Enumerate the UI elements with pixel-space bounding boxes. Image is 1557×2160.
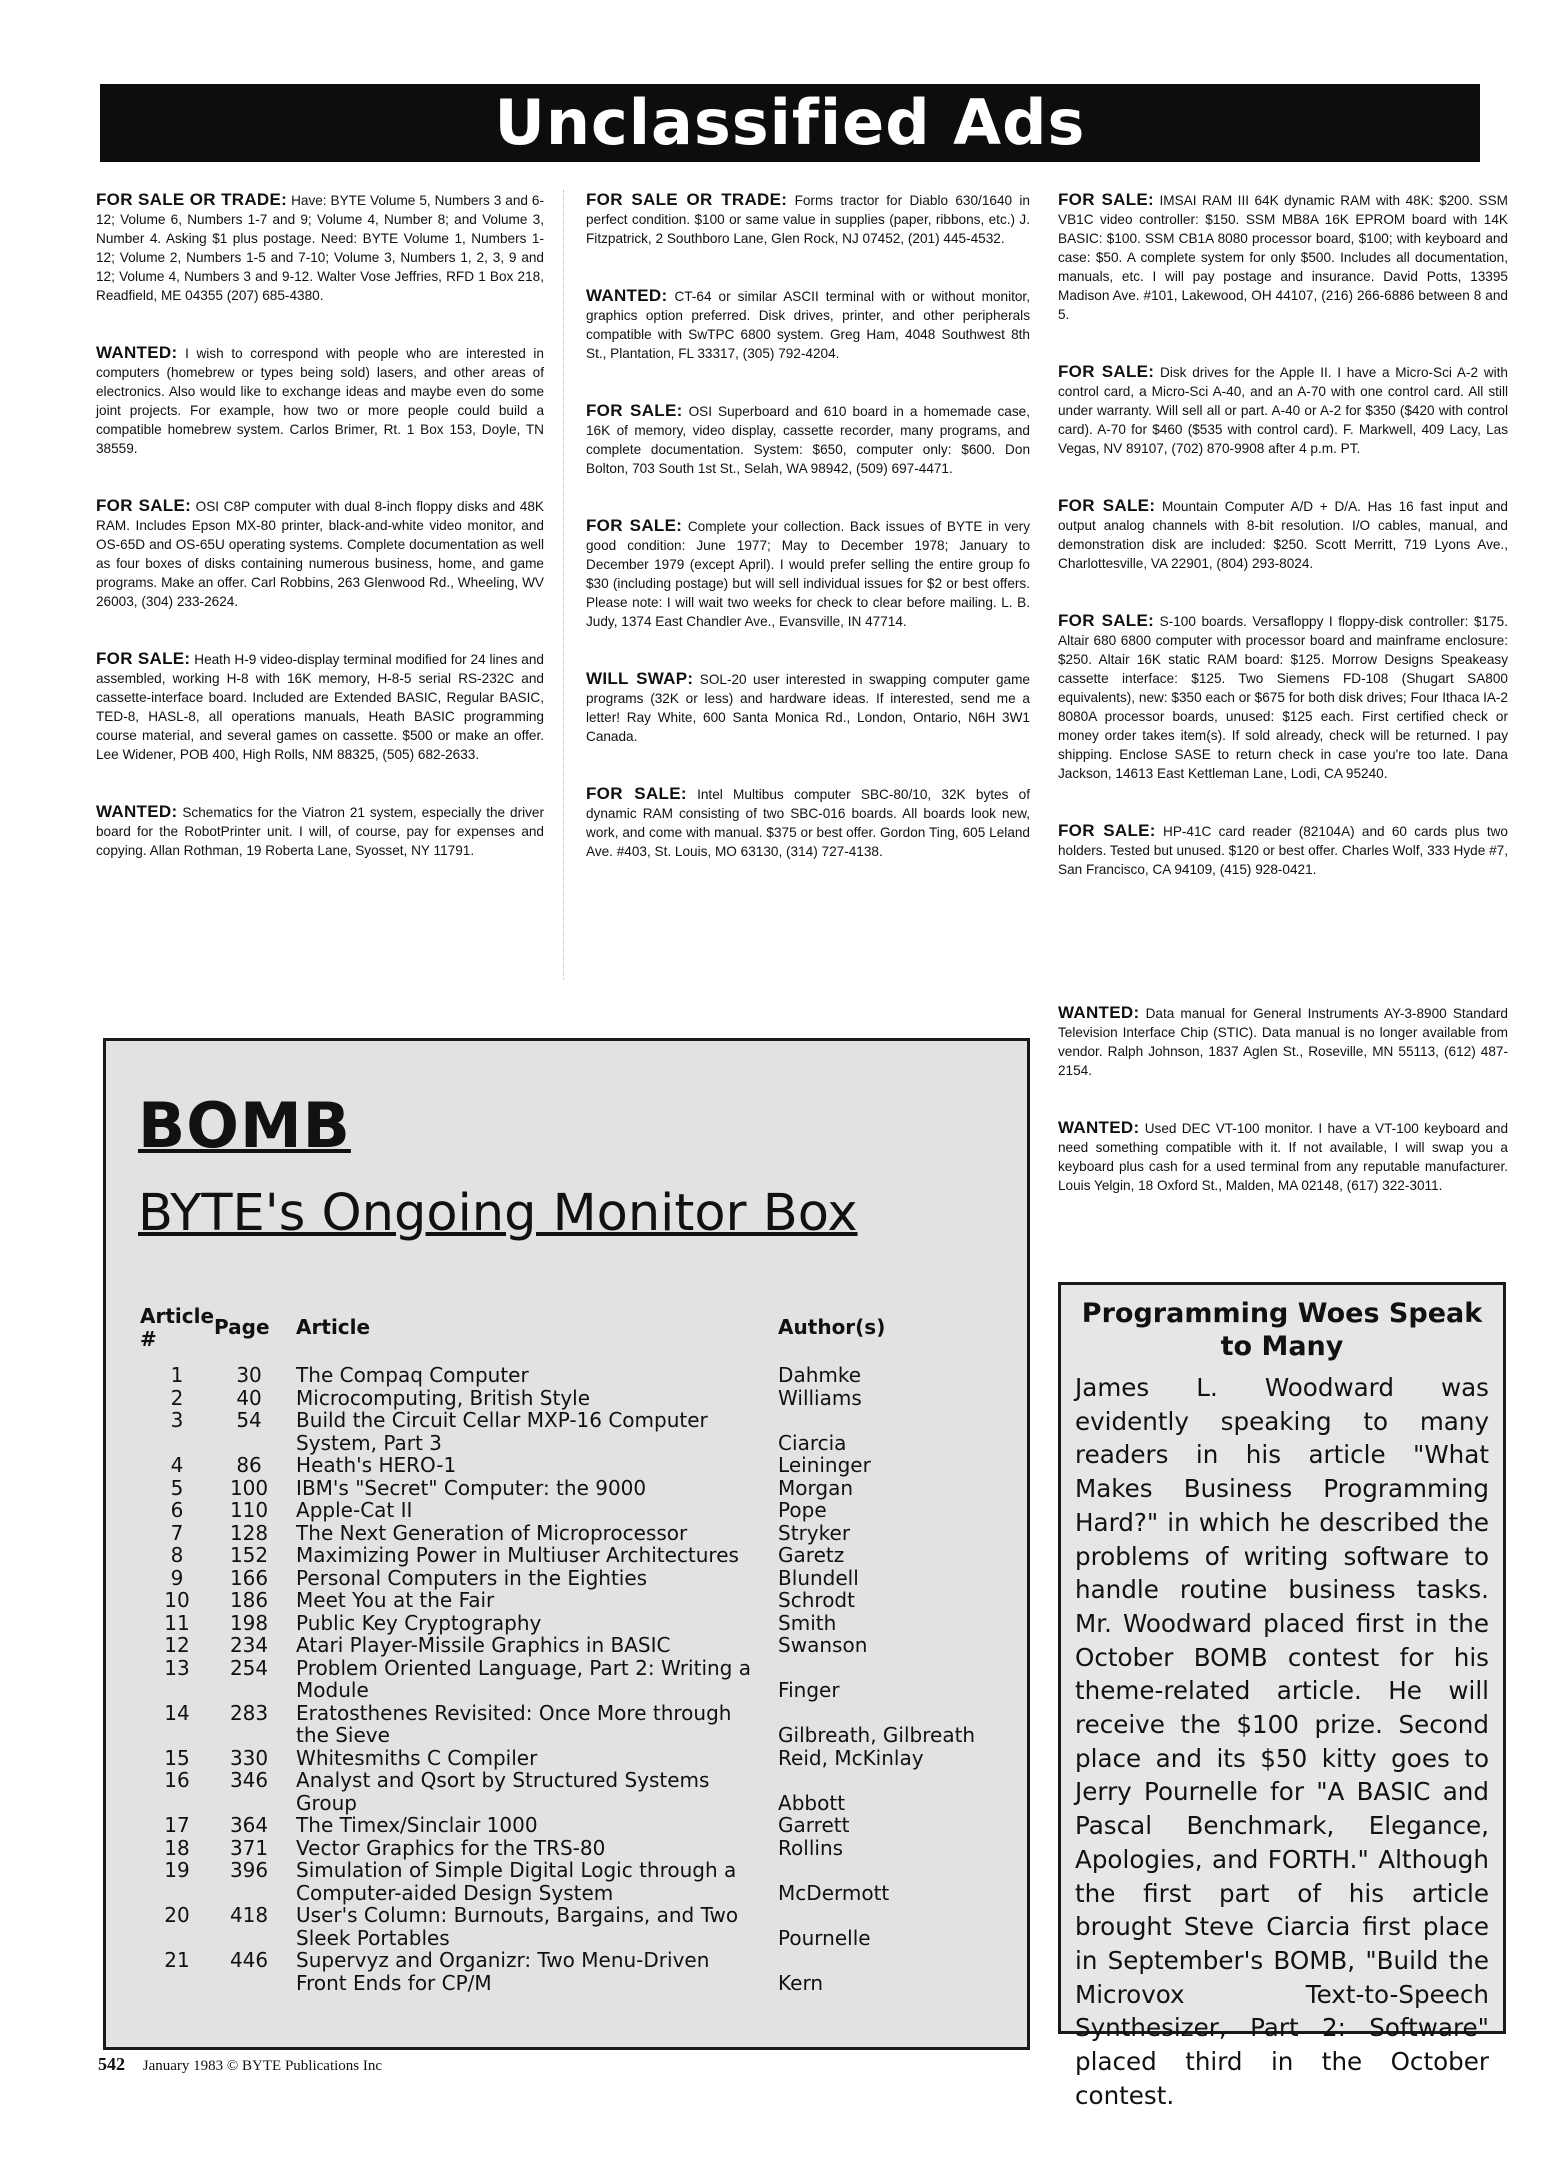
ad-heading: FOR SALE:: [96, 496, 192, 515]
article-author: Abbott: [778, 1790, 846, 1815]
article-author: Schrodt: [778, 1588, 855, 1612]
programming-woes-box: [1058, 1282, 1506, 2110]
article-author: Leininger: [778, 1453, 871, 1477]
article-number: 6: [170, 1498, 184, 1522]
table-row: [140, 1634, 1000, 1657]
ad-text: I wish to correspond with people who are interested in computers (homebrew or types being sold) lasers, and other areas of electronics. Also would like to exchange ideas and maybe even do some joint projects. For example, how two or more people could build a compatible homebrew system. Carlos Brimer, Rt. 1 Box 153, Doyle, TN 38559.: [96, 346, 544, 456]
table-row: [140, 1454, 1000, 1477]
article-title: Simulation of Simple Digital Logic through a Computer-aided Design System: [296, 1858, 737, 1905]
table-row: [140, 1589, 1000, 1612]
article-author: Reid, McKinlay: [778, 1745, 924, 1770]
classified-ad: [1058, 190, 1508, 324]
article-title: IBM's "Secret" Computer: the 9000: [296, 1475, 647, 1500]
page-number-cell: 54: [236, 1408, 262, 1432]
table-row: [140, 1612, 1000, 1635]
article-author: McDermott: [778, 1880, 890, 1905]
article-number: 7: [170, 1520, 184, 1545]
bomb-title: BOMB: [138, 1089, 351, 1162]
ads-column-3-lower: [1058, 1003, 1508, 1233]
footer-credit: January 1983 © BYTE Publications Inc: [142, 2058, 383, 2074]
page-number-cell: 254: [229, 1655, 269, 1680]
table-row: [140, 1387, 1000, 1410]
table-row: [140, 1747, 1000, 1770]
classified-ad: [586, 784, 1030, 861]
classified-ad: [96, 343, 544, 458]
ad-heading: WANTED:: [586, 286, 668, 305]
classified-ad: [1058, 611, 1508, 783]
article-number: 20: [164, 1903, 190, 1927]
ad-text: Used DEC VT-100 monitor. I have a VT-100 keyboard and need something compatible with it. If not available, I will swap you a keyboard plus cash for a used terminal from any reputable manufacturer. Louis Yelgin, 18 Oxford St., Malden, MA 02148, (617) 322-3011.: [1058, 1121, 1509, 1193]
ad-heading: FOR SALE OR TRADE:: [96, 190, 288, 209]
table-row: [140, 1364, 1000, 1387]
header-article: Article: [296, 1315, 371, 1340]
article-number: 19: [164, 1858, 190, 1882]
table-row: [140, 1522, 1000, 1545]
ad-heading: FOR SALE OR TRADE:: [586, 190, 788, 209]
article-number: 4: [170, 1453, 184, 1477]
page-number-cell: 330: [229, 1745, 269, 1770]
page-number-cell: 364: [229, 1813, 269, 1837]
ad-heading: FOR SALE:: [1058, 496, 1156, 515]
article-title: Maximizing Power in Multiuser Architectures: [296, 1543, 739, 1567]
classified-ad: [96, 496, 544, 611]
page-number-cell: 152: [229, 1543, 269, 1567]
ad-text: Data manual for General Instruments AY-3-8900 Standard Television Interface Chip (STIC). Data manual is no longer available from vendor. Ralph Johnson, 1837 Aglen St., Roseville, MN 55113, (612) 487-2154.: [1058, 1006, 1508, 1078]
article-author: Williams: [778, 1385, 862, 1410]
classified-ad: [586, 669, 1030, 746]
page-number-cell: 346: [229, 1768, 269, 1792]
article-author: Rollins: [778, 1835, 844, 1860]
page-number-cell: 86: [236, 1453, 262, 1477]
classified-ad: [1058, 1003, 1508, 1080]
article-author: Pope: [778, 1498, 827, 1522]
article-title: Apple-Cat II: [296, 1498, 413, 1522]
article-number: 1: [170, 1363, 184, 1387]
classified-ad: [586, 286, 1030, 363]
article-number: 18: [164, 1835, 190, 1860]
table-row: [140, 1567, 1000, 1590]
table-row: [140, 1657, 1000, 1702]
ad-heading: WANTED:: [96, 802, 178, 821]
page-number-cell: 40: [236, 1385, 262, 1410]
article-author: Ciarcia: [778, 1430, 847, 1455]
bomb-box: [103, 1038, 1030, 2050]
ads-column-3: [1058, 190, 1508, 917]
ad-text: Mountain Computer A/D + D/A. Has 16 fast input and output analog channels with 8-bit resolution. I/O cables, manual, and demonstration disk are included: $250. Scott Merritt, 719 Lyons Ave., Charlottesville, VA 22901, (804) 293-8024.: [1058, 499, 1508, 571]
article-number: 16: [164, 1768, 190, 1792]
page-number-cell: 100: [229, 1475, 269, 1500]
article-number: 13: [164, 1655, 190, 1680]
page-number-cell: 283: [229, 1700, 269, 1725]
ad-text: SOL-20 user interested in swapping computer game programs (32K or less) and hardware ideas. If interested, send me a letter! Ray White, 600 Santa Monica Rd., London, Ontario, N6H 3W1 Canada.: [586, 672, 1030, 744]
table-row: [140, 1769, 1000, 1814]
bomb-table-header: [140, 1305, 1000, 1364]
article-title: Vector Graphics for the TRS-80: [296, 1835, 606, 1860]
ad-text: Schematics for the Viatron 21 system, especially the driver board for the RobotPrinter unit. I will, of course, pay for expenses and copying. Allan Rothman, 19 Roberta Lane, Syosset, NY 11791.: [96, 805, 545, 858]
page-number-cell: 30: [236, 1363, 262, 1387]
article-author: Garrett: [778, 1813, 850, 1837]
page-number-cell: 186: [229, 1588, 269, 1612]
article-title: Supervyz and Organizr: Two Menu-Driven Front Ends for CP/M: [296, 1948, 710, 1995]
ad-heading: WANTED:: [1058, 1118, 1140, 1137]
article-title: Meet You at the Fair: [296, 1588, 495, 1612]
table-row: [140, 1499, 1000, 1522]
header-authors: Author(s): [778, 1315, 886, 1340]
article-title: The Compaq Computer: [296, 1363, 529, 1387]
header-article-number: Article #: [140, 1304, 215, 1351]
header-page: Page: [214, 1315, 270, 1340]
ad-text: HP-41C card reader (82104A) and 60 cards plus two holders. Tested but unused. $120 or best offer. Charles Wolf, 333 Hyde #7, San Francisco, CA 94109, (415) 928-0421.: [1058, 824, 1508, 877]
ad-text: Heath H-9 video-display terminal modified for 24 lines and assembled, working H-8 with 16K memory, H-8-5 serial RS-232C and cassette-interface board. Included are Extended BASIC, Regular BASIC, TED-8, HASL-8, all operations manuals, Heath BASIC programming course material, and several games on cassette. $500 or make an offer. Lee Widener, POB 400, High Rolls, NM 88325, (505) 682-2633.: [96, 652, 544, 762]
ad-text: OSI C8P computer with dual 8-inch floppy disks and 48K RAM. Includes Epson MX-80 printer, black-and-white video monitor, and OS-65D and OS-65U operating systems. Complete documentation as well as four boxes of disks containing numerous business, home, and game programs. Make an offer. Carl Robbins, 263 Glenwood Rd., Wheeling, WV 26003, (304) 233-2624.: [96, 499, 544, 609]
article-number: 3: [170, 1408, 184, 1432]
classified-ad: [96, 802, 544, 860]
article-number: 9: [170, 1565, 184, 1590]
article-title: Eratosthenes Revisited: Once More through the Sieve: [296, 1700, 732, 1747]
article-author: Smith: [778, 1610, 837, 1635]
page-number-cell: 371: [229, 1835, 269, 1860]
article-author: Pournelle: [778, 1925, 871, 1950]
article-title: Whitesmiths C Compiler: [296, 1745, 538, 1770]
article-number: 14: [164, 1700, 190, 1725]
ad-heading: FOR SALE:: [1058, 362, 1155, 381]
ad-text: S-100 boards. Versafloppy I floppy-disk controller: $175. Altair 680 6800 computer with processor board and mainframe enclosure: $250. Altair 16K static RAM board: $125. Morrow Designs Speakeasy cassette interface: $125. Two Siemens FD-108 (Shugart SA800 equivalents), new: $350 each or $675 for both disk drives; Four Ithaca IA-2 8080A processor boards, unused: $125 each. First certified check or money order takes item(s). If sold already, check will be returned. I pay shipping. Enclose SASE to return check in case you're too late. Dana Jackson, 14613 East Kettleman Lane, Lodi, CA 95240.: [1058, 614, 1508, 781]
article-author: Stryker: [778, 1520, 851, 1545]
woes-body: James L. Woodward was evidently speaking to many readers in his article "What Makes Business Programming Hard?" in which he described the problems of writing software to handle routine business tasks. Mr. Woodward placed first in the October BOMB contest for his theme-related article. He will receive the $100 prize. Second place and its $50 kitty goes to Jerry Pournelle for "A BASIC and Pascal Benchmark, Elegance, Apologies, and FORTH." Although the first part of his article brought Steve Ciarcia first place in September's BOMB, "Build the Microvox Text-to-Speech Synthesizer, Part 2: Software" placed third in the October contest.: [1075, 1373, 1489, 2110]
ad-heading: FOR SALE:: [1058, 611, 1155, 630]
ad-heading: FOR SALE:: [586, 516, 683, 535]
ad-heading: FOR SALE:: [96, 649, 191, 668]
table-row: [140, 1837, 1000, 1860]
article-number: 21: [164, 1948, 190, 1972]
table-row: [140, 1859, 1000, 1904]
page-number-cell: 418: [229, 1903, 269, 1927]
ads-column-2: [586, 190, 1030, 899]
article-number: 10: [164, 1588, 190, 1612]
page-footer: [98, 2054, 382, 2075]
article-title: Atari Player-Missile Graphics in BASIC: [296, 1633, 671, 1657]
article-title: Microcomputing, British Style: [296, 1385, 591, 1410]
page-number-cell: 234: [229, 1633, 269, 1657]
page-number-cell: 166: [229, 1565, 269, 1590]
page-number-cell: 128: [229, 1520, 269, 1545]
article-number: 12: [164, 1633, 190, 1657]
ads-column-1: [96, 190, 544, 898]
article-author: Blundell: [778, 1565, 859, 1590]
ad-text: IMSAI RAM III 64K dynamic RAM with 48K: $200. SSM VB1C video controller: $150. SSM MB8A 16K EPROM board with 14K BASIC: $100. SSM CB1A 8080 processor board, $100; with keyboard and case: $50. A complete system for only $500. Includes all documentation, manuals, etc. I will pay postage and insurance. David Potts, 13395 Madison Ave. #101, Lakewood, OH 44107, (216) 266-6886 between 8 and 5.: [1058, 193, 1508, 322]
ad-text: CT-64 or similar ASCII terminal with or without monitor, graphics option preferred. Disk drives, printer, and other peripherals compatible with SwTPC 6800 system. Greg Ham, 4048 Southwest 8th St., Plantation, FL 33317, (305) 792-4204.: [586, 289, 1030, 361]
table-row: [140, 1949, 1000, 1994]
classified-ad: [586, 190, 1030, 248]
article-title: The Next Generation of Microprocessor: [296, 1520, 688, 1545]
table-row: [140, 1544, 1000, 1567]
page-number-cell: 446: [229, 1948, 269, 1972]
article-author: Finger: [778, 1678, 840, 1702]
classified-ad: [586, 516, 1030, 631]
classified-ad: [1058, 496, 1508, 573]
table-row: [140, 1814, 1000, 1837]
ad-heading: FOR SALE:: [586, 784, 687, 803]
page-banner: Unclassified Ads: [100, 84, 1480, 162]
article-number: 15: [164, 1745, 190, 1770]
classified-ad: [1058, 362, 1508, 458]
bomb-subtitle: BYTE's Ongoing Monitor Box: [138, 1184, 858, 1243]
ad-text: OSI Superboard and 610 board in a homemade case, 16K of memory, video display, cassette recorder, many programs, and complete documentation. System: $650, computer only: $600. Don Bolton, 703 South 1st St., Selah, WA 98942, (509) 697-4471.: [586, 404, 1030, 476]
ad-text: Have: BYTE Volume 5, Numbers 3 and 6-12; Volume 6, Numbers 1-7 and 9; Volume 4, Number 8; and Volume 3, Number 4. Asking $1 plus postage. Need: BYTE Volume 1, Numbers 1-12; Volume 2, Numbers 1-5 and 7-10; Volume 3, Numbers 1, 2, 3, 9 and 12; Volume 4, Numbers 3 and 9-12. Walter Vose Jeffries, RFD 1 Box 218, Readfield, ME 04355 (207) 685-4380.: [96, 193, 544, 303]
article-title: Build the Circuit Cellar MXP-16 Computer System, Part 3: [296, 1408, 708, 1455]
article-number: 17: [164, 1813, 190, 1837]
article-title: Problem Oriented Language, Part 2: Writing a Module: [296, 1655, 751, 1702]
table-row: [140, 1904, 1000, 1949]
article-number: 11: [164, 1610, 190, 1635]
woes-title: Programming Woes Speak to Many: [1081, 1298, 1483, 1362]
table-row: [140, 1477, 1000, 1500]
ad-heading: FOR SALE:: [1058, 821, 1156, 840]
ad-text: Intel Multibus computer SBC-80/10, 32K bytes of dynamic RAM consisting of two SBC-016 boards. All boards look new, work, and come with manual. $375 or best offer. Gordon Ting, 605 Leland Ave. #403, St. Louis, MO 63130, (314) 727-4138.: [586, 787, 1030, 859]
table-row: [140, 1409, 1000, 1454]
classified-ad: [586, 401, 1030, 478]
ad-heading: WILL SWAP:: [586, 669, 694, 688]
classified-ad: [1058, 821, 1508, 879]
ad-text: Forms tractor for Diablo 630/1640 in perfect condition. $100 or same value in supplies (paper, ribbons, etc.) J. Fitzpatrick, 2 Southboro Lane, Glen Rock, NJ 07452, (201) 445-4532.: [586, 193, 1030, 246]
bomb-table-body: [140, 1364, 1000, 1994]
classified-ad: [96, 649, 544, 764]
bomb-table: [140, 1305, 1000, 1994]
article-number: 8: [170, 1543, 184, 1567]
table-row: [140, 1702, 1000, 1747]
ad-heading: WANTED:: [1058, 1003, 1140, 1022]
ad-heading: FOR SALE:: [586, 401, 683, 420]
article-number: 2: [170, 1385, 184, 1410]
article-title: The Timex/Sinclair 1000: [296, 1813, 538, 1837]
article-author: Gilbreath, Gilbreath: [778, 1723, 976, 1747]
article-author: Swanson: [778, 1633, 868, 1657]
classified-ad: [96, 190, 544, 305]
page-number-cell: 110: [229, 1498, 269, 1522]
article-author: Garetz: [778, 1543, 845, 1567]
article-author: Morgan: [778, 1475, 854, 1500]
page-number-cell: 396: [229, 1858, 269, 1882]
article-title: User's Column: Burnouts, Bargains, and Two Sleek Portables: [296, 1903, 739, 1950]
article-title: Heath's HERO-1: [296, 1453, 457, 1477]
ad-heading: FOR SALE:: [1058, 190, 1155, 209]
article-title: Public Key Cryptography: [296, 1610, 542, 1635]
article-author: Dahmke: [778, 1363, 862, 1387]
ad-text: Disk drives for the Apple II. I have a Micro-Sci A-2 with control card, a Micro-Sci A-40, and an A-70 with one control card. All still under warranty. Will sell all or part. A-40 or A-2 for $350 ($420 with control card). A-70 for $460 ($535 with control card). F. Markwell, 409 Lacy, Las Vegas, NV 89107, (702) 870-9908 after 4 p.m. PT.: [1058, 365, 1508, 456]
column-divider: [563, 190, 564, 980]
article-title: Personal Computers in the Eighties: [296, 1565, 648, 1590]
ad-heading: WANTED:: [96, 343, 178, 362]
page-number: 542: [98, 2054, 125, 2074]
ad-text: Complete your collection. Back issues of BYTE in very good condition: June 1977; May to December 1978; January to December 1979 (except April). I would prefer selling the entire group fo $30 (including postage) but will sell individual issues for $2 or best offers. Please note: I will wait two weeks for check to clear before mailing. L. B. Judy, 1374 East Chandler Ave., Evansville, IN 47714.: [586, 519, 1030, 629]
article-author: Kern: [778, 1970, 824, 1995]
page-number-cell: 198: [229, 1610, 269, 1635]
classified-ad: [1058, 1118, 1508, 1195]
article-number: 5: [170, 1475, 184, 1500]
article-title: Analyst and Qsort by Structured Systems Group: [296, 1768, 710, 1815]
